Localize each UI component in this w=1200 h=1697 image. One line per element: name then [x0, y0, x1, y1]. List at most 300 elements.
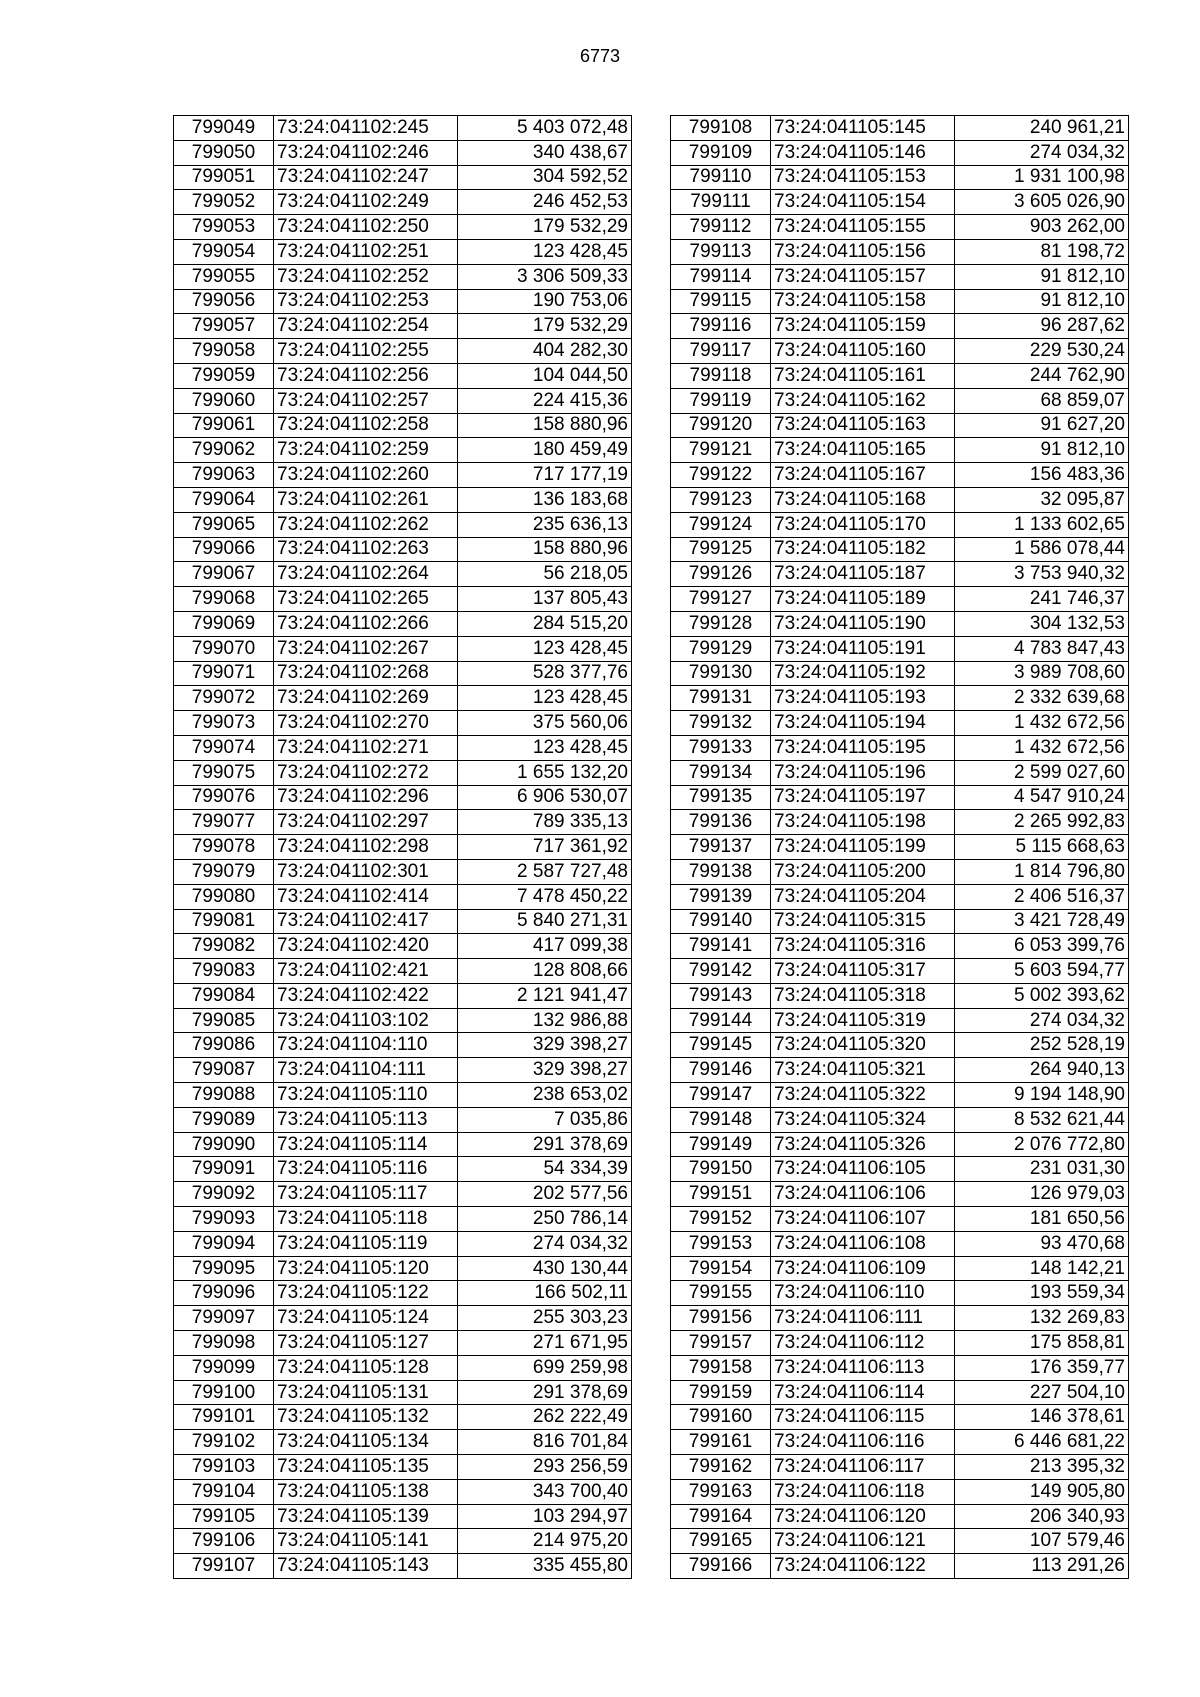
value-cell: 179 532,29 — [458, 314, 632, 339]
table-row — [174, 1157, 632, 1182]
table-row — [671, 1479, 1129, 1504]
row-number-cell: 799066 — [174, 537, 274, 562]
value-cell: 227 504,10 — [955, 1380, 1129, 1405]
value-cell: 32 095,87 — [955, 487, 1129, 512]
cadastral-number-cell: 73:24:041105:326 — [771, 1132, 955, 1157]
value-cell: 3 605 026,90 — [955, 190, 1129, 215]
cadastral-number-cell: 73:24:041105:199 — [771, 835, 955, 860]
value-cell: 238 653,02 — [458, 1083, 632, 1108]
value-cell: 2 406 516,37 — [955, 884, 1129, 909]
row-number-cell: 799114 — [671, 264, 771, 289]
cadastral-number-cell: 73:24:041102:301 — [274, 859, 458, 884]
value-cell: 8 532 621,44 — [955, 1107, 1129, 1132]
value-cell: 1 931 100,98 — [955, 165, 1129, 190]
row-number-cell: 799165 — [671, 1529, 771, 1554]
cadastral-number-cell: 73:24:041105:193 — [771, 686, 955, 711]
value-cell: 56 218,05 — [458, 562, 632, 587]
page-number: 6773 — [579, 46, 621, 66]
row-number-cell: 799152 — [671, 1207, 771, 1232]
value-cell: 113 291,26 — [955, 1554, 1129, 1579]
row-number-cell: 799111 — [671, 190, 771, 215]
cadastral-number-cell: 73:24:041105:135 — [274, 1455, 458, 1480]
table-row — [174, 1132, 632, 1157]
cadastral-number-cell: 73:24:041105:190 — [771, 611, 955, 636]
cadastral-number-cell: 73:24:041105:168 — [771, 487, 955, 512]
row-number-cell: 799138 — [671, 859, 771, 884]
value-cell: 123 428,45 — [458, 686, 632, 711]
table-row — [671, 1132, 1129, 1157]
table-row — [671, 785, 1129, 810]
table-row — [671, 611, 1129, 636]
cadastral-table-right — [670, 115, 1129, 1579]
row-number-cell: 799060 — [174, 388, 274, 413]
row-number-cell: 799085 — [174, 1008, 274, 1033]
value-cell: 7 478 450,22 — [458, 884, 632, 909]
row-number-cell: 799068 — [174, 587, 274, 612]
cadastral-number-cell: 73:24:041105:322 — [771, 1083, 955, 1108]
cadastral-number-cell: 73:24:041105:197 — [771, 785, 955, 810]
cadastral-number-cell: 73:24:041102:254 — [274, 314, 458, 339]
value-cell: 128 808,66 — [458, 959, 632, 984]
row-number-cell: 799075 — [174, 760, 274, 785]
row-number-cell: 799145 — [671, 1033, 771, 1058]
table-row — [174, 983, 632, 1008]
row-number-cell: 799076 — [174, 785, 274, 810]
row-number-cell: 799150 — [671, 1157, 771, 1182]
cadastral-number-cell: 73:24:041102:266 — [274, 611, 458, 636]
table-row — [671, 413, 1129, 438]
value-cell: 158 880,96 — [458, 537, 632, 562]
row-number-cell: 799139 — [671, 884, 771, 909]
table-row — [671, 1107, 1129, 1132]
value-cell: 93 470,68 — [955, 1231, 1129, 1256]
cadastral-number-cell: 73:24:041105:192 — [771, 661, 955, 686]
cadastral-number-cell: 73:24:041102:417 — [274, 909, 458, 934]
table-row — [174, 1529, 632, 1554]
table-row — [671, 1182, 1129, 1207]
value-cell: 126 979,03 — [955, 1182, 1129, 1207]
table-row — [174, 314, 632, 339]
value-cell: 123 428,45 — [458, 239, 632, 264]
value-cell: 190 753,06 — [458, 289, 632, 314]
value-cell: 91 627,20 — [955, 413, 1129, 438]
value-cell: 271 671,95 — [458, 1331, 632, 1356]
value-cell: 193 559,34 — [955, 1281, 1129, 1306]
cadastral-number-cell: 73:24:041102:271 — [274, 735, 458, 760]
table-row — [174, 636, 632, 661]
cadastral-number-cell: 73:24:041102:256 — [274, 363, 458, 388]
row-number-cell: 799093 — [174, 1207, 274, 1232]
row-number-cell: 799121 — [671, 438, 771, 463]
value-cell: 231 031,30 — [955, 1157, 1129, 1182]
value-cell: 717 361,92 — [458, 835, 632, 860]
row-number-cell: 799083 — [174, 959, 274, 984]
table-row — [174, 711, 632, 736]
cadastral-number-cell: 73:24:041102:268 — [274, 661, 458, 686]
row-number-cell: 799130 — [671, 661, 771, 686]
table-row — [671, 1306, 1129, 1331]
value-cell: 229 530,24 — [955, 339, 1129, 364]
value-cell: 274 034,32 — [458, 1231, 632, 1256]
row-number-cell: 799127 — [671, 587, 771, 612]
value-cell: 123 428,45 — [458, 735, 632, 760]
cadastral-number-cell: 73:24:041102:269 — [274, 686, 458, 711]
table-row — [174, 438, 632, 463]
cadastral-number-cell: 73:24:041105:198 — [771, 810, 955, 835]
value-cell: 1 432 672,56 — [955, 735, 1129, 760]
value-cell: 255 303,23 — [458, 1306, 632, 1331]
table-row — [671, 1405, 1129, 1430]
value-cell: 304 132,53 — [955, 611, 1129, 636]
table-row — [174, 1207, 632, 1232]
row-number-cell: 799142 — [671, 959, 771, 984]
cadastral-number-cell: 73:24:041105:124 — [274, 1306, 458, 1331]
table-row — [174, 1182, 632, 1207]
row-number-cell: 799131 — [671, 686, 771, 711]
value-cell: 158 880,96 — [458, 413, 632, 438]
row-number-cell: 799137 — [671, 835, 771, 860]
table-row — [174, 487, 632, 512]
cadastral-number-cell: 73:24:041105:117 — [274, 1182, 458, 1207]
value-cell: 241 746,37 — [955, 587, 1129, 612]
cadastral-number-cell: 73:24:041102:264 — [274, 562, 458, 587]
value-cell: 304 592,52 — [458, 165, 632, 190]
value-cell: 176 359,77 — [955, 1355, 1129, 1380]
cadastral-number-cell: 73:24:041105:321 — [771, 1058, 955, 1083]
row-number-cell: 799059 — [174, 363, 274, 388]
table-row — [174, 587, 632, 612]
row-number-cell: 799094 — [174, 1231, 274, 1256]
table-row — [671, 1281, 1129, 1306]
table-row — [174, 1380, 632, 1405]
value-cell: 1 133 602,65 — [955, 512, 1129, 537]
table-row — [671, 1207, 1129, 1232]
table-row — [671, 562, 1129, 587]
value-cell: 2 599 027,60 — [955, 760, 1129, 785]
row-number-cell: 799115 — [671, 289, 771, 314]
row-number-cell: 799072 — [174, 686, 274, 711]
value-cell: 4 547 910,24 — [955, 785, 1129, 810]
cadastral-number-cell: 73:24:041106:120 — [771, 1504, 955, 1529]
table-row — [174, 1430, 632, 1455]
value-cell: 132 269,83 — [955, 1306, 1129, 1331]
value-cell: 699 259,98 — [458, 1355, 632, 1380]
row-number-cell: 799162 — [671, 1455, 771, 1480]
cadastral-number-cell: 73:24:041106:106 — [771, 1182, 955, 1207]
table-row — [174, 363, 632, 388]
value-cell: 104 044,50 — [458, 363, 632, 388]
row-number-cell: 799092 — [174, 1182, 274, 1207]
cadastral-number-cell: 73:24:041105:120 — [274, 1256, 458, 1281]
table-row — [174, 140, 632, 165]
cadastral-number-cell: 73:24:041106:109 — [771, 1256, 955, 1281]
row-number-cell: 799095 — [174, 1256, 274, 1281]
cadastral-number-cell: 73:24:041105:131 — [274, 1380, 458, 1405]
row-number-cell: 799156 — [671, 1306, 771, 1331]
row-number-cell: 799148 — [671, 1107, 771, 1132]
cadastral-number-cell: 73:24:041105:165 — [771, 438, 955, 463]
row-number-cell: 799050 — [174, 140, 274, 165]
cadastral-number-cell: 73:24:041105:182 — [771, 537, 955, 562]
row-number-cell: 799054 — [174, 239, 274, 264]
table-row — [174, 388, 632, 413]
table-row — [671, 140, 1129, 165]
cadastral-number-cell: 73:24:041102:267 — [274, 636, 458, 661]
table-row — [174, 463, 632, 488]
value-cell: 789 335,13 — [458, 810, 632, 835]
table-row — [671, 116, 1129, 141]
row-number-cell: 799146 — [671, 1058, 771, 1083]
cadastral-number-cell: 73:24:041102:270 — [274, 711, 458, 736]
table-row — [671, 388, 1129, 413]
cadastral-number-cell: 73:24:041105:114 — [274, 1132, 458, 1157]
cadastral-number-cell: 73:24:041105:319 — [771, 1008, 955, 1033]
value-cell: 404 282,30 — [458, 339, 632, 364]
cadastral-number-cell: 73:24:041105:315 — [771, 909, 955, 934]
table-row — [671, 190, 1129, 215]
table-row — [174, 884, 632, 909]
cadastral-number-cell: 73:24:041106:112 — [771, 1331, 955, 1356]
table-row — [671, 909, 1129, 934]
row-number-cell: 799098 — [174, 1331, 274, 1356]
row-number-cell: 799086 — [174, 1033, 274, 1058]
value-cell: 123 428,45 — [458, 636, 632, 661]
cadastral-number-cell: 73:24:041105:194 — [771, 711, 955, 736]
row-number-cell: 799129 — [671, 636, 771, 661]
value-cell: 262 222,49 — [458, 1405, 632, 1430]
value-cell: 166 502,11 — [458, 1281, 632, 1306]
cadastral-number-cell: 73:24:041102:250 — [274, 215, 458, 240]
table-row — [174, 289, 632, 314]
cadastral-number-cell: 73:24:041105:187 — [771, 562, 955, 587]
row-number-cell: 799104 — [174, 1479, 274, 1504]
value-cell: 240 961,21 — [955, 116, 1129, 141]
row-number-cell: 799102 — [174, 1430, 274, 1455]
row-number-cell: 799126 — [671, 562, 771, 587]
value-cell: 7 035,86 — [458, 1107, 632, 1132]
cadastral-number-cell: 73:24:041102:296 — [274, 785, 458, 810]
table-row — [174, 339, 632, 364]
table-row — [671, 1157, 1129, 1182]
row-number-cell: 799080 — [174, 884, 274, 909]
value-cell: 175 858,81 — [955, 1331, 1129, 1356]
cadastral-number-cell: 73:24:041102:255 — [274, 339, 458, 364]
cadastral-number-cell: 73:24:041102:263 — [274, 537, 458, 562]
value-cell: 202 577,56 — [458, 1182, 632, 1207]
value-cell: 1 814 796,80 — [955, 859, 1129, 884]
value-cell: 264 940,13 — [955, 1058, 1129, 1083]
cadastral-number-cell: 73:24:041105:134 — [274, 1430, 458, 1455]
table-row — [174, 909, 632, 934]
value-cell: 224 415,36 — [458, 388, 632, 413]
table-row — [671, 884, 1129, 909]
table-row — [671, 1430, 1129, 1455]
table-row — [174, 661, 632, 686]
cadastral-number-cell: 73:24:041106:108 — [771, 1231, 955, 1256]
table-row — [174, 735, 632, 760]
table-row — [174, 1008, 632, 1033]
table-row — [174, 1083, 632, 1108]
row-number-cell: 799073 — [174, 711, 274, 736]
table-row — [671, 1231, 1129, 1256]
cadastral-number-cell: 73:24:041105:118 — [274, 1207, 458, 1232]
cadastral-number-cell: 73:24:041105:163 — [771, 413, 955, 438]
table-row — [671, 264, 1129, 289]
cadastral-number-cell: 73:24:041105:318 — [771, 983, 955, 1008]
value-cell: 291 378,69 — [458, 1380, 632, 1405]
table-body — [174, 116, 632, 1579]
cadastral-number-cell: 73:24:041105:154 — [771, 190, 955, 215]
row-number-cell: 799103 — [174, 1455, 274, 1480]
cadastral-number-cell: 73:24:041102:247 — [274, 165, 458, 190]
row-number-cell: 799063 — [174, 463, 274, 488]
table-row — [671, 1554, 1129, 1579]
row-number-cell: 799135 — [671, 785, 771, 810]
row-number-cell: 799140 — [671, 909, 771, 934]
row-number-cell: 799105 — [174, 1504, 274, 1529]
table-row — [671, 1083, 1129, 1108]
value-cell: 3 306 509,33 — [458, 264, 632, 289]
value-cell: 274 034,32 — [955, 1008, 1129, 1033]
value-cell: 91 812,10 — [955, 289, 1129, 314]
cadastral-number-cell: 73:24:041105:159 — [771, 314, 955, 339]
row-number-cell: 799101 — [174, 1405, 274, 1430]
table-row — [174, 686, 632, 711]
cadastral-number-cell: 73:24:041105:116 — [274, 1157, 458, 1182]
row-number-cell: 799087 — [174, 1058, 274, 1083]
table-row — [671, 983, 1129, 1008]
table-row — [671, 686, 1129, 711]
value-cell: 1 655 132,20 — [458, 760, 632, 785]
table-row — [174, 215, 632, 240]
value-cell: 417 099,38 — [458, 934, 632, 959]
cadastral-number-cell: 73:24:041105:195 — [771, 735, 955, 760]
cadastral-number-cell: 73:24:041102:245 — [274, 116, 458, 141]
cadastral-number-cell: 73:24:041106:105 — [771, 1157, 955, 1182]
row-number-cell: 799077 — [174, 810, 274, 835]
cadastral-number-cell: 73:24:041102:257 — [274, 388, 458, 413]
row-number-cell: 799122 — [671, 463, 771, 488]
row-number-cell: 799123 — [671, 487, 771, 512]
row-number-cell: 799144 — [671, 1008, 771, 1033]
cadastral-number-cell: 73:24:041105:122 — [274, 1281, 458, 1306]
value-cell: 375 560,06 — [458, 711, 632, 736]
table-row — [671, 239, 1129, 264]
table-row — [671, 165, 1129, 190]
table-row — [671, 215, 1129, 240]
table-row — [671, 760, 1129, 785]
value-cell: 5 403 072,48 — [458, 116, 632, 141]
cadastral-number-cell: 73:24:041105:139 — [274, 1504, 458, 1529]
table-row — [671, 1033, 1129, 1058]
row-number-cell: 799159 — [671, 1380, 771, 1405]
table-row — [174, 562, 632, 587]
value-cell: 132 986,88 — [458, 1008, 632, 1033]
row-number-cell: 799112 — [671, 215, 771, 240]
table-row — [671, 339, 1129, 364]
value-cell: 107 579,46 — [955, 1529, 1129, 1554]
value-cell: 246 452,53 — [458, 190, 632, 215]
value-cell: 54 334,39 — [458, 1157, 632, 1182]
cadastral-number-cell: 73:24:041105:110 — [274, 1083, 458, 1108]
cadastral-number-cell: 73:24:041105:156 — [771, 239, 955, 264]
cadastral-number-cell: 73:24:041106:122 — [771, 1554, 955, 1579]
row-number-cell: 799074 — [174, 735, 274, 760]
cadastral-number-cell: 73:24:041104:111 — [274, 1058, 458, 1083]
row-number-cell: 799154 — [671, 1256, 771, 1281]
row-number-cell: 799079 — [174, 859, 274, 884]
value-cell: 1 586 078,44 — [955, 537, 1129, 562]
table-row — [671, 810, 1129, 835]
row-number-cell: 799055 — [174, 264, 274, 289]
cadastral-number-cell: 73:24:041106:107 — [771, 1207, 955, 1232]
cadastral-number-cell: 73:24:041102:298 — [274, 835, 458, 860]
row-number-cell: 799096 — [174, 1281, 274, 1306]
value-cell: 430 130,44 — [458, 1256, 632, 1281]
row-number-cell: 799151 — [671, 1182, 771, 1207]
cadastral-number-cell: 73:24:041105:191 — [771, 636, 955, 661]
table-row — [174, 537, 632, 562]
cadastral-number-cell: 73:24:041105:158 — [771, 289, 955, 314]
row-number-cell: 799120 — [671, 413, 771, 438]
table-row — [174, 1256, 632, 1281]
cadastral-number-cell: 73:24:041105:146 — [771, 140, 955, 165]
cadastral-number-cell: 73:24:041105:128 — [274, 1355, 458, 1380]
row-number-cell: 799049 — [174, 116, 274, 141]
value-cell: 5 115 668,63 — [955, 835, 1129, 860]
value-cell: 81 198,72 — [955, 239, 1129, 264]
table-row — [671, 1455, 1129, 1480]
table-row — [671, 934, 1129, 959]
row-number-cell: 799100 — [174, 1380, 274, 1405]
table-row — [174, 1331, 632, 1356]
row-number-cell: 799070 — [174, 636, 274, 661]
row-number-cell: 799064 — [174, 487, 274, 512]
cadastral-number-cell: 73:24:041103:102 — [274, 1008, 458, 1033]
cadastral-number-cell: 73:24:041102:422 — [274, 983, 458, 1008]
row-number-cell: 799081 — [174, 909, 274, 934]
row-number-cell: 799109 — [671, 140, 771, 165]
row-number-cell: 799128 — [671, 611, 771, 636]
table-row — [174, 1405, 632, 1430]
table-row — [671, 463, 1129, 488]
value-cell: 816 701,84 — [458, 1430, 632, 1455]
table-row — [174, 934, 632, 959]
cadastral-number-cell: 73:24:041102:251 — [274, 239, 458, 264]
table-row — [174, 785, 632, 810]
cadastral-number-cell: 73:24:041102:262 — [274, 512, 458, 537]
table-row — [174, 1033, 632, 1058]
cadastral-number-cell: 73:24:041102:260 — [274, 463, 458, 488]
cadastral-number-cell: 73:24:041105:153 — [771, 165, 955, 190]
row-number-cell: 799141 — [671, 934, 771, 959]
table-row — [174, 190, 632, 215]
cadastral-number-cell: 73:24:041105:160 — [771, 339, 955, 364]
table-row — [174, 959, 632, 984]
value-cell: 284 515,20 — [458, 611, 632, 636]
cadastral-number-cell: 73:24:041106:116 — [771, 1430, 955, 1455]
row-number-cell: 799147 — [671, 1083, 771, 1108]
value-cell: 9 194 148,90 — [955, 1083, 1129, 1108]
table-row — [671, 1380, 1129, 1405]
table-row — [671, 1504, 1129, 1529]
cadastral-number-cell: 73:24:041105:119 — [274, 1231, 458, 1256]
table-row — [174, 116, 632, 141]
value-cell: 335 455,80 — [458, 1554, 632, 1579]
row-number-cell: 799108 — [671, 116, 771, 141]
cadastral-number-cell: 73:24:041106:118 — [771, 1479, 955, 1504]
table-row — [671, 835, 1129, 860]
